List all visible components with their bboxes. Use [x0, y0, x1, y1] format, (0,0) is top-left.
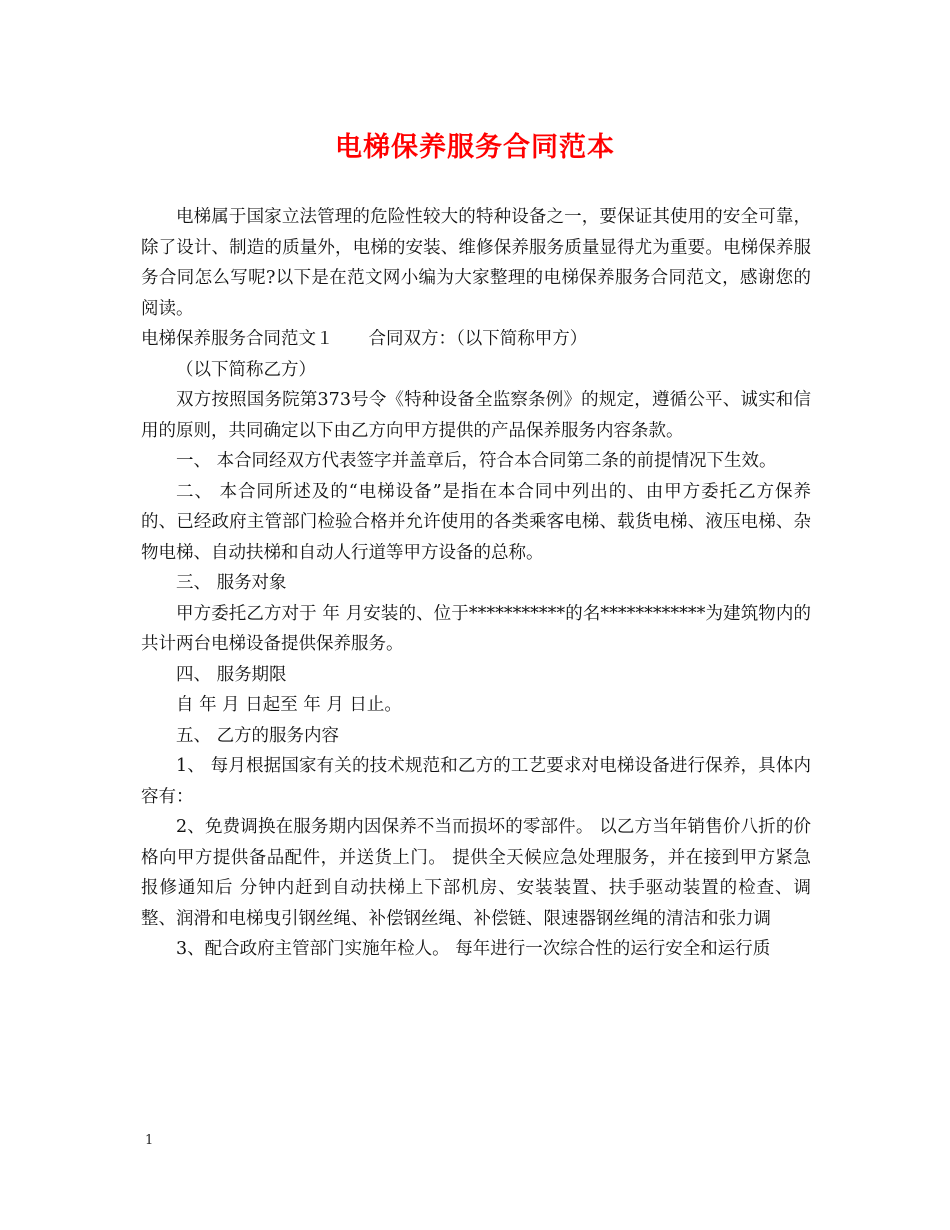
paragraph: 1、 每月根据国家有关的技术规范和乙方的工艺要求对电梯设备进行保养，具体内容有： — [141, 756, 811, 807]
paragraph: （以下简称乙方） — [176, 359, 316, 380]
paragraph: 2、免费调换在服务期内因保养不当而损坏的零部件。 以乙方当年销售价八折的价格向甲方提供备品配件，并送货上门。 提供全天候应急处理服务，并在接到甲方紧急报修通知后 分钟内赶到自动扶梯上下部机房、安装装置、扶手驱动装置的检查、调整、润滑和电梯曳引钢丝绳、补偿钢丝绳、补偿链、限速器钢丝绳的清洁和张力调 — [141, 817, 811, 929]
paragraph: 二、 本合同所述及的“电梯设备”是指在本合同中列出的、由甲方委托乙方保养的、已经政府主管部门检验合格并允许使用的各类乘客电梯、载货电梯、液压电梯、杂物电梯、自动扶梯和自动人行道等甲方设备的总称。 — [141, 481, 811, 563]
paragraph: 四、 服务期限 — [176, 664, 287, 685]
paragraph: 三、 服务对象 — [176, 573, 287, 593]
paragraph: 3、配合政府主管部门实施年检人。 每年进行一次综合性的运行安全和运行质 — [176, 939, 771, 959]
paragraph: 自 年 月 日起至 年 月 日止。 — [176, 695, 402, 715]
paragraph: 五、 乙方的服务内容 — [176, 725, 340, 746]
document-body — [141, 202, 811, 965]
document-title: 电梯保养服务合同范本 — [335, 132, 615, 163]
paragraph: 双方按照国务院第373号令《特种设备全监察条例》的规定，遵循公平、诚实和信用的原则，共同确定以下由乙方向甲方提供的产品保养服务内容条款。 — [141, 390, 811, 441]
paragraph: 电梯属于国家立法管理的危险性较大的特种设备之一，要保证其使用的安全可靠，除了设计、制造的质量外，电梯的安装、维修保养服务质量显得尤为重要。电梯保养服务合同怎么写呢?以下是在范文网小编为大家整理的电梯保养服务合同范文，感谢您的阅读。 — [141, 207, 811, 319]
paragraph: 甲方委托乙方对于 年 月安装的、位于***********的名************为建筑物内的共计两台电梯设备提供保养服务。 — [141, 603, 811, 654]
paragraph: 一、 本合同经双方代表签字并盖章后，符合本合同第二条的前提情况下生效。 — [176, 451, 777, 471]
page-number: 1 — [145, 1133, 154, 1148]
paragraph: 电梯保养服务合同范文１ 合同双方：（以下简称甲方） — [141, 329, 588, 349]
